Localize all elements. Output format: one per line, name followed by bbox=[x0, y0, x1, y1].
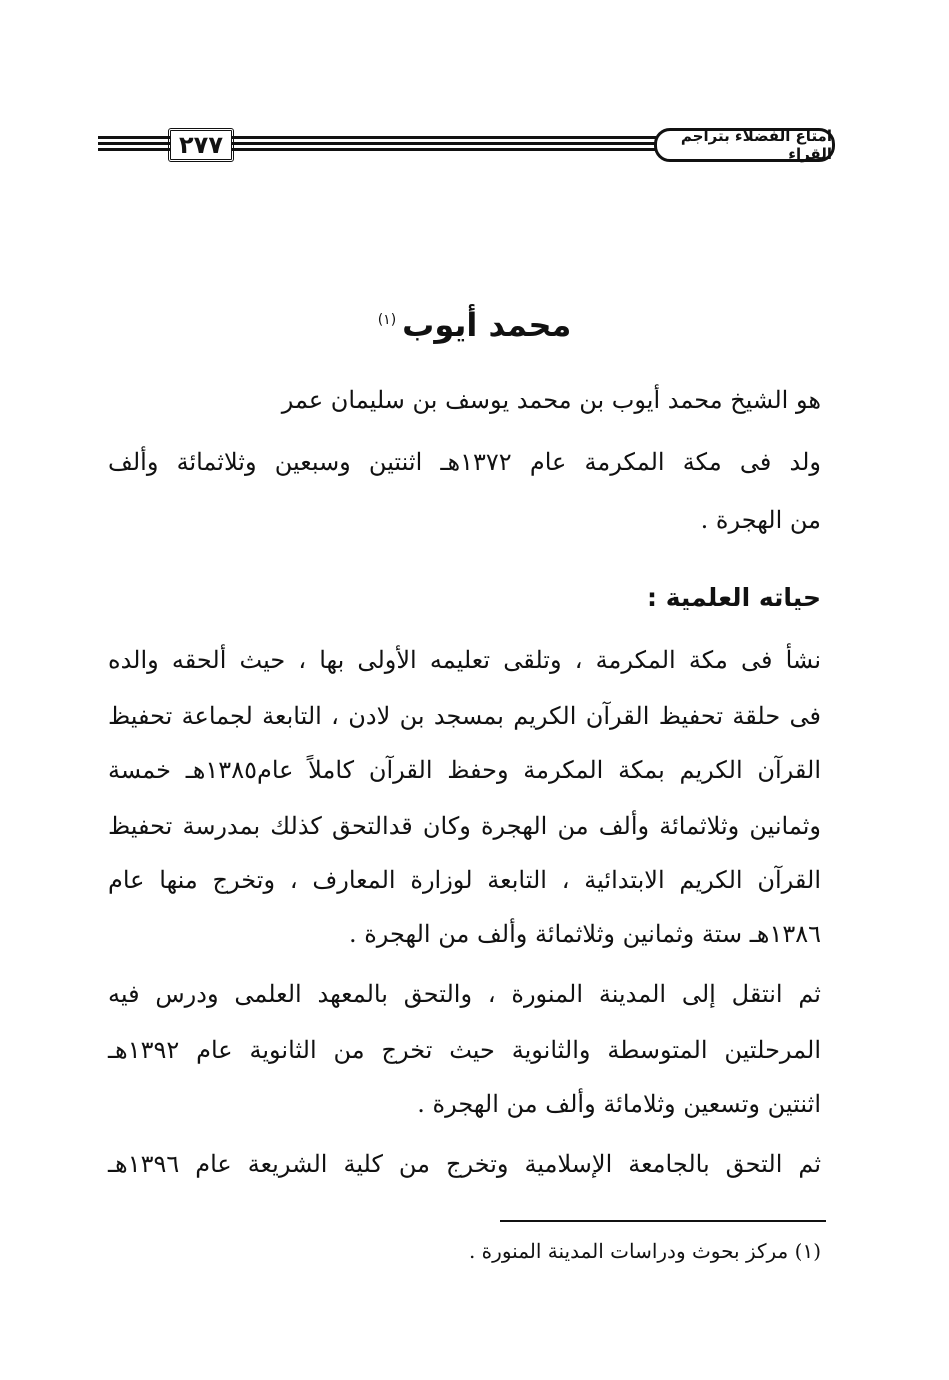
paragraph-line: وثمانين وثلاثمائة وألف من الهجرة وكان قدالتحق كذلك بمدرسة تحفيظ bbox=[108, 812, 821, 840]
footnote-divider bbox=[500, 1220, 826, 1222]
entry-name: محمد أيوب bbox=[402, 306, 572, 344]
paragraph-line: ١٣٨٦هـ ستة وثمانين وثلاثمائة وألف من الهجرة . bbox=[348, 920, 821, 948]
paragraph-line: المرحلتين المتوسطة والثانوية حيث تخرج من الثانوية عام ١٣٩٢هـ bbox=[108, 1036, 821, 1064]
footnote-ref: (١) bbox=[377, 312, 397, 329]
header-rule-left bbox=[98, 136, 170, 151]
header-rule-middle bbox=[232, 136, 656, 151]
paragraph-line: القرآن الكريم الابتدائية ، التابعة لوزارة المعارف ، وتخرج منها عام bbox=[108, 866, 821, 894]
paragraph-line: ثم انتقل إلى المدينة المنورة ، والتحق بالمعهد العلمى ودرس فيه bbox=[108, 980, 821, 1008]
paragraph-line: فى حلقة تحفيظ القرآن الكريم بمسجد بن لادن ، التابعة لجماعة تحفيظ bbox=[108, 702, 821, 730]
intro-line: هو الشيخ محمد أيوب بن محمد يوسف بن سليمان عمر bbox=[281, 386, 821, 414]
intro-line: من الهجرة . bbox=[700, 506, 821, 534]
footnote: (١) مركز بحوث ودراسات المدينة المنورة . bbox=[468, 1239, 821, 1263]
paragraph-line: القرآن الكريم بمكة المكرمة وحفظ القرآن كاملاً عام١٣٨٥هـ خمسة bbox=[108, 756, 821, 784]
paragraph-line: ثم التحق بالجامعة الإسلامية وتخرج من كلية الشريعة عام ١٣٩٦هـ bbox=[108, 1150, 821, 1178]
running-header bbox=[98, 124, 835, 164]
entry-title bbox=[0, 306, 949, 344]
paragraph-line: نشأ فى مكة المكرمة ، وتلقى تعليمه الأولى بها ، حيث ألحقه والده bbox=[108, 646, 821, 674]
book-title: امتاع الفضلاء بتراجم القراء bbox=[654, 128, 835, 162]
page-number: ٢٧٧ bbox=[168, 128, 234, 162]
intro-line: ولد فى مكة المكرمة عام ١٣٧٢هـ اثنتين وسبعين وثلاثمائة وألف bbox=[108, 448, 821, 476]
paragraph-line: اثنتين وتسعين وثلامائة وألف من الهجرة . bbox=[417, 1090, 821, 1118]
section-heading: حياته العلمية : bbox=[647, 583, 821, 612]
